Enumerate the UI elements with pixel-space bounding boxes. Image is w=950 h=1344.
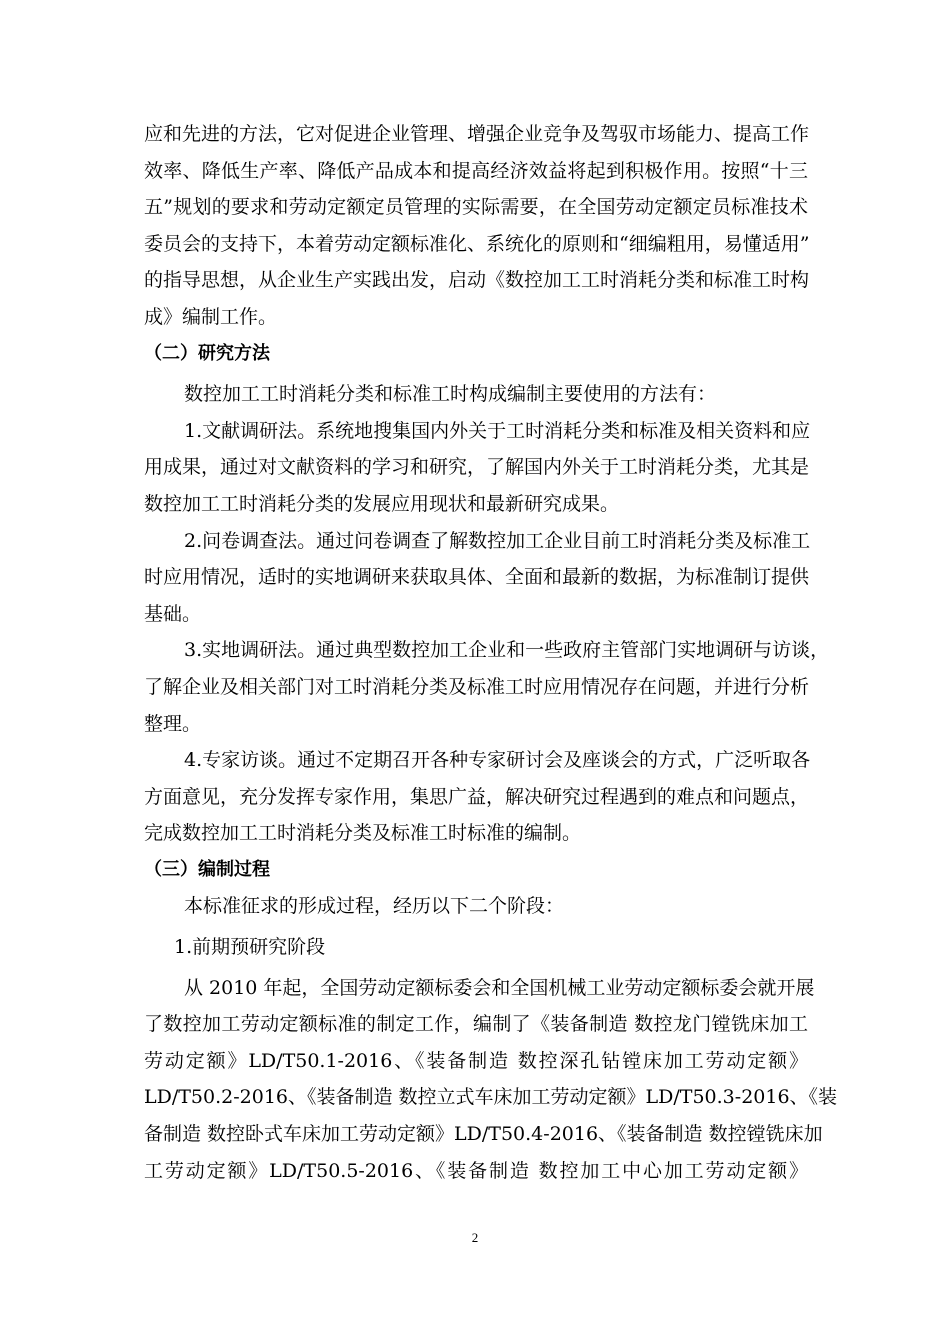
text-line: 完成数控加工工时消耗分类及标准工时标准的编制。 bbox=[144, 822, 582, 845]
text-line: 方面意见，充分发挥专家作用，集思广益，解决研究过程遇到的难点和问题点， bbox=[144, 785, 810, 808]
text-line: LD/T50.2-2016、《装备制造 数控立式车床加工劳动定额》LD/T50.3-2016、《装 bbox=[144, 1086, 838, 1109]
text-line: 1.文献调研法。系统地搜集国内外关于工时消耗分类和标准及相关资料和应 bbox=[184, 419, 811, 442]
text-line: 4.专家访谈。通过不定期召开各种专家研讨会及座谈会的方式，广泛听取各 bbox=[184, 749, 811, 772]
section-heading-compilation-process: （三）编制过程 bbox=[144, 858, 270, 880]
text-line: 备制造 数控卧式车床加工劳动定额》LD/T50.4-2016、《装备制造 数控镗铣床加 bbox=[144, 1123, 823, 1146]
text-line: 效率、降低生产率、降低产品成本和提高经济效益将起到积极作用。按照“十三 bbox=[144, 159, 808, 182]
text-line: 委员会的支持下，本着劳动定额标准化、系统化的原则和“细编粗用，易懂适用” bbox=[144, 232, 810, 255]
method-item-expert-interview bbox=[144, 742, 811, 852]
stage-paragraph bbox=[144, 970, 838, 1190]
text-line: 工劳动定额》LD/T50.5-2016、《装备制造 数控加工中心加工劳动定额》 bbox=[144, 1159, 808, 1182]
text-line: 了解企业及相关部门对工时消耗分类及标准工时应用情况存在问题，并进行分析 bbox=[144, 675, 810, 698]
text-line: 的指导思想，从企业生产实践出发，启动《数控加工工时消耗分类和标准工时构 bbox=[144, 269, 810, 292]
text-line: 时应用情况，适时的实地调研来获取具体、全面和最新的数据，为标准制订提供 bbox=[144, 566, 810, 589]
text-line: 2.问卷调查法。通过问卷调查了解数控加工企业目前工时消耗分类及标准工 bbox=[184, 529, 811, 552]
text-line: 了数控加工劳动定额标准的制定工作，编制了《装备制造 数控龙门镗铣床加工 bbox=[144, 1013, 808, 1036]
text-line: 劳动定额》LD/T50.1-2016、《装备制造 数控深孔钻镗床加工劳动定额》 bbox=[144, 1049, 808, 1072]
document-body bbox=[144, 116, 838, 1189]
text-line: 五”规划的要求和劳动定额定员管理的实际需要，在全国劳动定额定员标准技术 bbox=[144, 196, 808, 219]
intro-paragraph bbox=[144, 116, 808, 336]
method-item-literature bbox=[144, 413, 811, 523]
page-number: 2 bbox=[471, 1230, 479, 1245]
method-item-questionnaire bbox=[144, 523, 811, 633]
section-heading-research-methods: （二）研究方法 bbox=[144, 342, 270, 364]
section-intro: 本标准征求的形成过程，经历以下二个阶段： bbox=[184, 895, 565, 918]
text-line: 数控加工工时消耗分类的发展应用现状和最新研究成果。 bbox=[144, 492, 620, 515]
text-line: 成》编制工作。 bbox=[144, 305, 278, 328]
text-line: 应和先进的方法，它对促进企业管理、增强企业竞争及驾驭市场能力、提高工作 bbox=[144, 123, 810, 145]
stage-heading: 1.前期预研究阶段 bbox=[174, 936, 326, 959]
method-item-field-research bbox=[144, 632, 830, 742]
text-line: 用成果，通过对文献资料的学习和研究，了解国内外关于工时消耗分类，尤其是 bbox=[144, 456, 810, 479]
text-line: 整理。 bbox=[144, 712, 202, 735]
text-line: 3.实地调研法。通过典型数控加工企业和一些政府主管部门实地调研与访谈， bbox=[184, 639, 830, 662]
section-intro: 数控加工工时消耗分类和标准工时构成编制主要使用的方法有： bbox=[184, 383, 717, 406]
text-line: 基础。 bbox=[144, 602, 202, 625]
text-line: 从 2010 年起，全国劳动定额标委会和全国机械工业劳动定额标委会就开展 bbox=[184, 976, 815, 999]
